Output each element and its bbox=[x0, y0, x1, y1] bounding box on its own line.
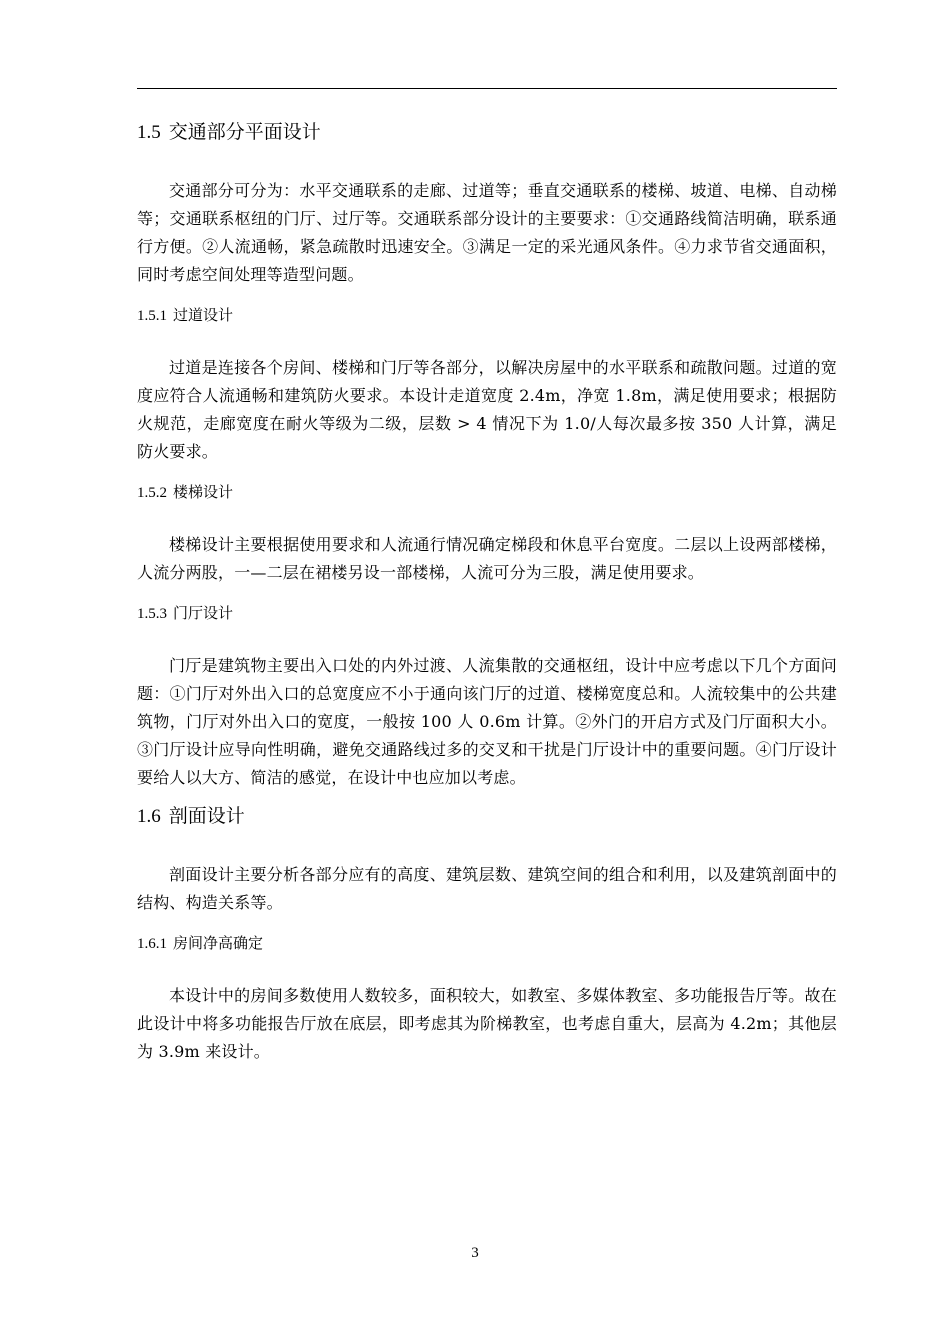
paragraph-corridor: 过道是连接各个房间、楼梯和门厅等各部分，以解决房屋中的水平联系和疏散问题。过道的宽度应符合人流通畅和建筑防火要求。本设计走道宽度 2.4m，净宽 1.8m，满足使用要求；根据防火规范，走廊宽度在耐火等级为二级，层数 > 4 情况下为 1.0/人每次最多按 350 人计算，满足防火要求。 bbox=[137, 358, 837, 461]
section-number: 1.6.1 bbox=[137, 936, 167, 952]
section-heading-1-5-1 bbox=[137, 303, 837, 328]
paragraph-traffic-overview: 交通部分可分为：水平交通联系的走廊、过道等；垂直交通联系的楼梯、坡道、电梯、自动梯等；交通联系枢纽的门厅、过厅等。交通联系部分设计的主要要求：①交通路线简洁明确，联系通行方便。②人流通畅，紧急疏散时迅速安全。③满足一定的采光通风条件。④力求节省交通面积，同时考虑空间处理等造型问题。 bbox=[137, 181, 837, 284]
section-heading-1-5 bbox=[137, 118, 837, 147]
section-number: 1.5 bbox=[137, 122, 161, 143]
paragraph-room-height: 本设计中的房间多数使用人数较多，面积较大，如教室、多媒体教室、多功能报告厅等。故在此设计中将多功能报告厅放在底层，即考虑其为阶梯教室，也考虑自重大，层高为 4.2m；其他层为 3.9m 来设计。 bbox=[137, 986, 837, 1061]
section-title: 交通部分平面设计 bbox=[168, 121, 321, 143]
paragraph-stairs: 楼梯设计主要根据使用要求和人流通行情况确定梯段和休息平台宽度。二层以上设两部楼梯，人流分两股，一—二层在裙楼另设一部楼梯，人流可分为三股，满足使用要求。 bbox=[137, 535, 837, 582]
paragraph-section-design: 剖面设计主要分析各部分应有的高度、建筑层数、建筑空间的组合和利用，以及建筑剖面中的结构、构造关系等。 bbox=[137, 865, 837, 912]
section-heading-1-6-1 bbox=[137, 931, 837, 956]
section-number: 1.5.1 bbox=[137, 308, 167, 324]
section-heading-1-5-3 bbox=[137, 601, 837, 626]
document-body bbox=[137, 118, 837, 1066]
section-title: 房间净高确定 bbox=[173, 934, 264, 952]
section-heading-1-5-2 bbox=[137, 480, 837, 505]
section-title: 剖面设计 bbox=[168, 805, 245, 827]
section-title: 楼梯设计 bbox=[173, 483, 234, 501]
header-rule bbox=[137, 88, 837, 89]
page-number: 3 bbox=[471, 1245, 479, 1261]
section-title: 过道设计 bbox=[173, 306, 234, 324]
paragraph-lobby: 门厅是建筑物主要出入口处的内外过渡、人流集散的交通枢纽，设计中应考虑以下几个方面问题：①门厅对外出入口的总宽度应不小于通向该门厅的过道、楼梯宽度总和。人流较集中的公共建筑物，门厅对外出入口的宽度，一般按 100 人 0.6m 计算。②外门的开启方式及门厅面积大小。③门厅设计应导向性明确，避免交通路线过多的交叉和干扰是门厅设计中的重要问题。④门厅设计要给人以大方、简洁的感觉，在设计中也应加以考虑。 bbox=[137, 656, 837, 787]
section-number: 1.5.3 bbox=[137, 606, 167, 622]
section-number: 1.5.2 bbox=[137, 485, 167, 501]
section-number: 1.6 bbox=[137, 806, 161, 827]
section-title: 门厅设计 bbox=[173, 604, 234, 622]
section-heading-1-6 bbox=[137, 802, 837, 831]
